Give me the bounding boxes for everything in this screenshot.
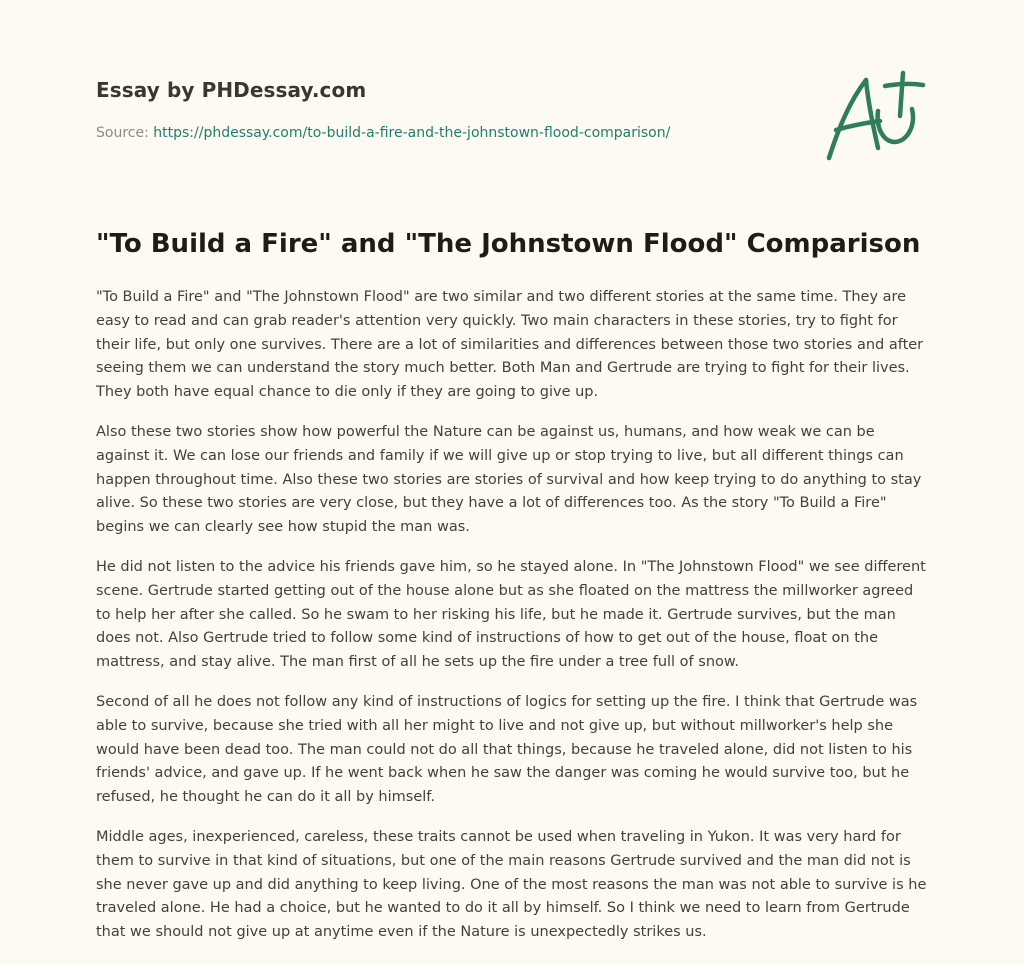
source-link[interactable]: https://phdessay.com/to-build-a-fire-and-the-johnstown-flood-comparison/ <box>153 125 671 141</box>
essay-paragraph: He did not listen to the advice his friends gave him, so he stayed alone. In "The Johnstown Flood" we see different scene. Gertrude started getting out of the house alone but as she floated on the mattress the millworker agreed to help her after she called. So he swam to her risking his life, but he made it. Gertrude survives, but the man does not. Also Gertrude tried to follow some kind of instructions of how to get out of the house, float on the mattress, and stay alive. The man first of all he sets up the fire under a tree full of snow. <box>96 558 926 671</box>
essay-title: "To Build a Fire" and "The Johnstown Flood" Comparison <box>96 229 921 259</box>
essay-paragraph: "To Build a Fire" and "The Johnstown Flood" are two similar and two different stories at the same time. They are easy to read and can grab reader's attention very quickly. Two main characters in these stories, try to fight for their life, but only one survives. There are a lot of similarities and differences between those two stories and after seeing them we can understand the story much better. Both Man and Gertrude are trying to fight for their lives. They both have equal chance to die only if they are going to give up. <box>96 289 924 401</box>
site-brand: Essay by PHDessay.com <box>96 78 367 102</box>
source-line <box>96 123 796 143</box>
essay-paragraph: Second of all he does not follow any kind of instructions of logics for setting up the fire. I think that Gertrude was able to survive, because she tried with all her might to live and not give up, but without millworker's help she would have been dead too. The man could not do all that things, because he traveled alone, did not listen to his friends' advice, and gave up. If he went back when he saw the danger was coming he would survive too, but he refused, he thought he can do it all by himself. <box>96 693 918 806</box>
essay-paragraph: Middle ages, inexperienced, careless, these traits cannot be used when traveling in Yukon. It was very hard for them to survive in that kind of situations, but one of the main reasons Gertrude survived and the man did not is she never gave up and did anything to keep living. One of the most reasons the man was not able to survive is he traveled alone. He had a choice, but he wanted to do it all by himself. So I think we need to learn from Gertrude that we should not give up at anytime even if the Nature is unexpectedly strikes us. <box>96 828 927 941</box>
page-header <box>96 76 796 143</box>
essay-paragraph: Also these two stories show how powerful the Nature can be against us, humans, and how weak we can be against it. We can lose our friends and family if we will give up or stop trying to live, but all different things can happen throughout time. Also these two stories are stories of survival and how keep trying to do anything to stay alive. So these two stories are very close, but they have a lot of differences too. As the story "To Build a Fire" begins we can clearly see how stupid the man was. <box>96 423 922 536</box>
source-label: Source: <box>96 125 154 141</box>
a-plus-logo-icon <box>822 66 930 166</box>
essay-body <box>96 286 930 961</box>
